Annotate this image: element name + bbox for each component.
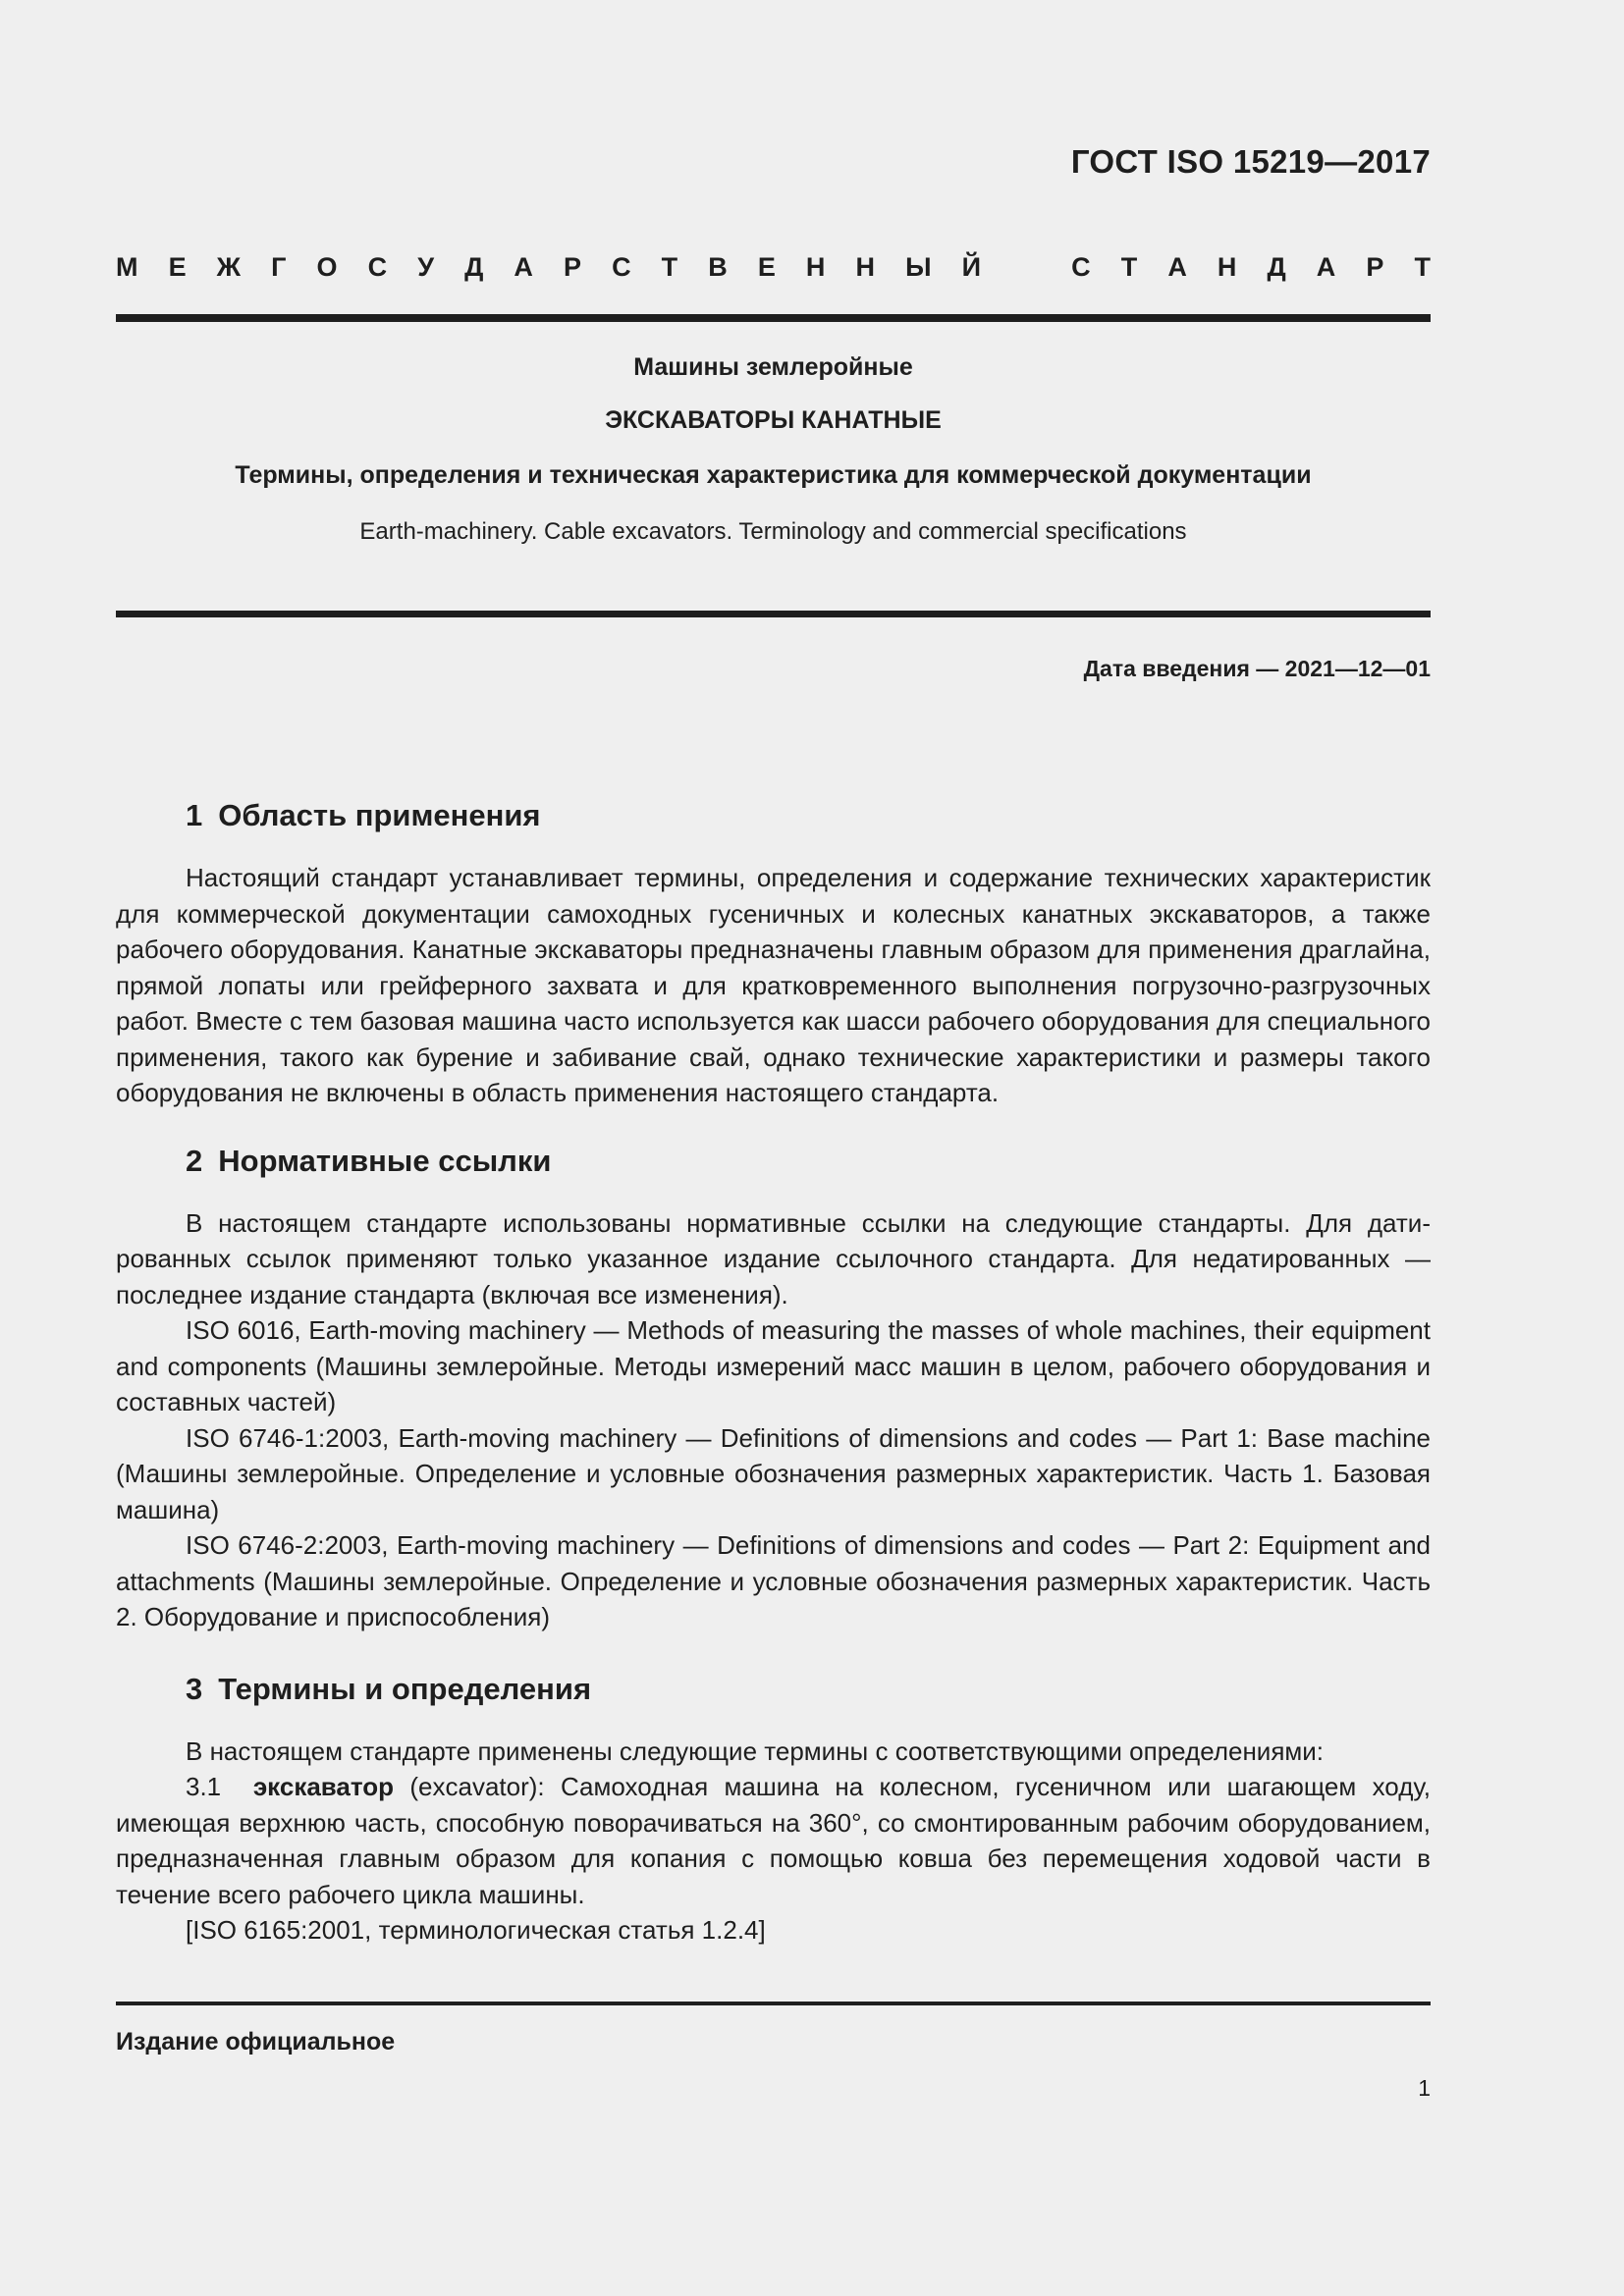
paragraph: В настоящем стандарте использованы нормативные ссылки на следующие стандарты. Для датированных ссылок применяют только указанное издание ссылочного стандарта. Для недатированных — последнее издание стандарта (включая все изменения).	[116, 1207, 1431, 1309]
section-terms-definitions	[116, 1669, 1431, 1949]
document-page	[116, 0, 1431, 2296]
section-heading	[186, 1141, 1431, 1182]
term-source: [ISO 6165:2001, терминологическая статья 1.2.4]	[186, 1915, 766, 1945]
kind-letter: Н	[1217, 252, 1237, 282]
paragraph: Настоящий стандарт устанавливает термины, определения и содержание технических характеристик для коммерческой документации самоходных гусеничных и колесных канатных экскаваторов, а также рабочего оборудования. Канатные экскаваторы предназначены главным образом для применения драглайна, прямой лопаты или грейферного захвата и для кратковременного выполнения погрузочно-разгрузочных работ. Вместе с тем базовая машина часто используется как шасси рабочего оборудования для специального применения, такого как бурение и забивание свай, однако технические характеристики и размеры такого оборудования не включены в область применения настоящего стандарта.	[116, 863, 1431, 1107]
title-group: Машины землеройные	[633, 353, 913, 381]
kind-letter: Е	[168, 252, 187, 282]
section-heading	[186, 795, 1431, 836]
kind-letter: Е	[757, 252, 776, 282]
section-title: Нормативные ссылки	[218, 1143, 552, 1178]
paragraph: В настоящем стандарте применены следующие термины с соответствующими определениями:	[186, 1735, 1325, 1766]
kind-letter: В	[708, 252, 728, 282]
kind-letter: Й	[961, 252, 981, 282]
kind-letter: Г	[271, 252, 287, 282]
standard-kind-heading	[116, 252, 1431, 283]
reference-item: ISO 6016, Earth-moving machinery — Methods of measuring the masses of whole machines, their equipment and components (Машины землеройные. Методы измерений масс машин в целом, рабочего оборудования и составных частей)	[116, 1315, 1431, 1416]
kind-letter: С	[612, 252, 631, 282]
section-title: Область применения	[218, 798, 541, 832]
kind-letter: А	[514, 252, 533, 282]
kind-letter: А	[1167, 252, 1187, 282]
kind-letter: Д	[464, 252, 484, 282]
title-english: Earth-machinery. Cable excavators. Terminology and commercial specifications	[359, 518, 1187, 545]
document-code: ГОСТ ISO 15219—2017	[1070, 143, 1431, 180]
kind-letter: Р	[564, 252, 582, 282]
top-divider	[116, 314, 1431, 322]
kind-letter: У	[417, 252, 435, 282]
term-entry	[116, 1769, 1431, 1912]
section-normative-references	[116, 1141, 1431, 1635]
term-number: 3.1	[186, 1772, 222, 1801]
title-divider	[116, 611, 1431, 617]
section-number: 1	[186, 798, 203, 832]
title-sub: Термины, определения и техническая характеристика для коммерческой документации	[235, 461, 1312, 489]
section-number: 3	[186, 1671, 203, 1706]
kind-letter: Ы	[905, 252, 932, 282]
kind-letter: М	[116, 252, 138, 282]
kind-letter: О	[316, 252, 338, 282]
kind-letter: Ж	[216, 252, 242, 282]
kind-letter: Н	[805, 252, 826, 282]
document-body	[116, 795, 1431, 1949]
kind-letter: Р	[1366, 252, 1384, 282]
edition-label: Издание официальное	[116, 2028, 396, 2056]
section-title: Термины и определения	[218, 1671, 592, 1706]
footer-divider	[116, 2002, 1431, 2005]
kind-letter: Н	[855, 252, 875, 282]
kind-letter: С	[1071, 252, 1091, 282]
kind-letter: Т	[661, 252, 678, 282]
introduction-date: Дата введения — 2021—12—01	[1083, 656, 1431, 681]
kind-letter: Т	[1120, 252, 1138, 282]
kind-letter: Т	[1414, 252, 1431, 282]
section-number: 2	[186, 1143, 203, 1178]
kind-letter: А	[1316, 252, 1336, 282]
kind-word-gap	[1011, 252, 1041, 283]
reference-item: ISO 6746-1:2003, Earth-moving machinery — Definitions of dimensions and codes — Part 1: Base machine (Машины землеройные. Определение и условные обозначения размерных характеристик. Часть 1. Базовая машина)	[116, 1422, 1431, 1524]
section-heading	[186, 1669, 1431, 1710]
section-scope	[116, 795, 1431, 1111]
page-number: 1	[1418, 2075, 1431, 2101]
term-definition: (excavator): Самоходная машина на колесном, гусеничном или шагающем ходу, имеющая верхнюю часть, способную поворачиваться на 360°, со смонтированным рабочим оборудованием, предназначенная главным образом для копания с помощью ковша без перемещения ходовой части в течение всего рабочего цикла машины.	[116, 1772, 1431, 1909]
title-main: ЭКСКАВАТОРЫ КАНАТНЫЕ	[605, 406, 942, 434]
kind-letter: С	[367, 252, 388, 282]
reference-item: ISO 6746-2:2003, Earth-moving machinery — Definitions of dimensions and codes — Part 2: Equipment and attachments (Машины землеройные. Определение и условные обозначения размерных характеристик. Часть 2. Оборудование и приспособления)	[116, 1530, 1431, 1631]
title-block	[116, 349, 1431, 550]
term: экскаватор	[252, 1772, 395, 1801]
kind-letter: Д	[1267, 252, 1286, 282]
